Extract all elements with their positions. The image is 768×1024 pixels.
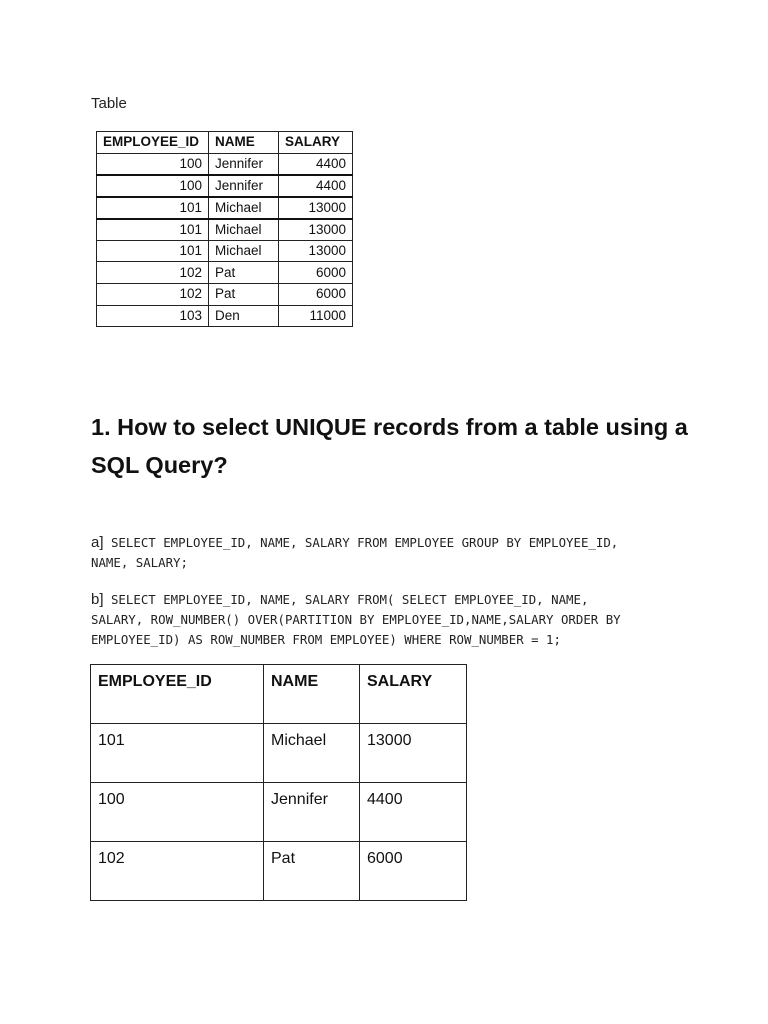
answer-a-line-1: SELECT EMPLOYEE_ID, NAME, SALARY FROM EMPLOYEE GROUP BY EMPLOYEE_ID, (103, 535, 619, 550)
cell-salary: 4400 (360, 783, 467, 842)
cell-name: Pat (209, 262, 279, 284)
table-header-row (97, 132, 353, 154)
cell-employee-id: 102 (97, 262, 209, 284)
cell-name: Jennifer (209, 153, 279, 175)
table-header-row (91, 665, 467, 724)
cell-employee-id: 101 (91, 724, 264, 783)
employee-source-table (96, 131, 353, 327)
answer-a-marker: a] (91, 534, 104, 551)
cell-name: Pat (264, 842, 360, 901)
table-row (91, 783, 467, 842)
cell-name: Pat (209, 283, 279, 305)
answer-a-query (91, 533, 671, 573)
cell-salary: 13000 (279, 240, 353, 262)
column-header-employee-id: EMPLOYEE_ID (97, 132, 209, 154)
column-header-employee-id: EMPLOYEE_ID (91, 665, 264, 724)
table-row (97, 219, 353, 241)
table-row (97, 262, 353, 284)
table-row (97, 197, 353, 219)
cell-employee-id: 100 (97, 175, 209, 197)
cell-employee-id: 100 (91, 783, 264, 842)
cell-name: Jennifer (209, 175, 279, 197)
cell-salary: 6000 (279, 262, 353, 284)
cell-name: Michael (209, 240, 279, 262)
column-header-salary: SALARY (360, 665, 467, 724)
question-heading (91, 408, 691, 484)
cell-name: Michael (264, 724, 360, 783)
cell-salary: 6000 (360, 842, 467, 901)
cell-name: Michael (209, 197, 279, 219)
cell-name: Jennifer (264, 783, 360, 842)
cell-salary: 4400 (279, 153, 353, 175)
cell-name: Michael (209, 219, 279, 241)
cell-name: Den (209, 305, 279, 327)
unique-result-table (90, 664, 467, 901)
cell-employee-id: 101 (97, 197, 209, 219)
cell-employee-id: 101 (97, 240, 209, 262)
answer-a-line-2: NAME, SALARY; (91, 555, 188, 570)
table-row (97, 153, 353, 175)
cell-employee-id: 100 (97, 153, 209, 175)
answer-b-marker: b] (91, 591, 104, 608)
cell-employee-id: 102 (97, 283, 209, 305)
table-row (91, 724, 467, 783)
question-line-1: 1. How to select UNIQUE records from a table using a (91, 414, 688, 440)
table-row (97, 175, 353, 197)
cell-employee-id: 102 (91, 842, 264, 901)
table-row (97, 305, 353, 327)
cell-employee-id: 103 (97, 305, 209, 327)
question-line-2: SQL Query? (91, 452, 228, 478)
table-row (97, 240, 353, 262)
table-caption: Table (91, 95, 127, 112)
column-header-name: NAME (264, 665, 360, 724)
table-row (91, 842, 467, 901)
cell-salary: 4400 (279, 175, 353, 197)
table-row (97, 283, 353, 305)
column-header-name: NAME (209, 132, 279, 154)
answer-b-line-2: SALARY, ROW_NUMBER() OVER(PARTITION BY EMPLOYEE_ID,NAME,SALARY ORDER BY (91, 612, 621, 627)
cell-salary: 11000 (279, 305, 353, 327)
answer-b-query (91, 590, 671, 650)
cell-employee-id: 101 (97, 219, 209, 241)
cell-salary: 13000 (279, 197, 353, 219)
cell-salary: 13000 (279, 219, 353, 241)
cell-salary: 13000 (360, 724, 467, 783)
answer-b-line-1: SELECT EMPLOYEE_ID, NAME, SALARY FROM( SELECT EMPLOYEE_ID, NAME, (103, 592, 589, 607)
answer-b-line-3: EMPLOYEE_ID) AS ROW_NUMBER FROM EMPLOYEE) WHERE ROW_NUMBER = 1; (91, 632, 561, 647)
cell-salary: 6000 (279, 283, 353, 305)
column-header-salary: SALARY (279, 132, 353, 154)
